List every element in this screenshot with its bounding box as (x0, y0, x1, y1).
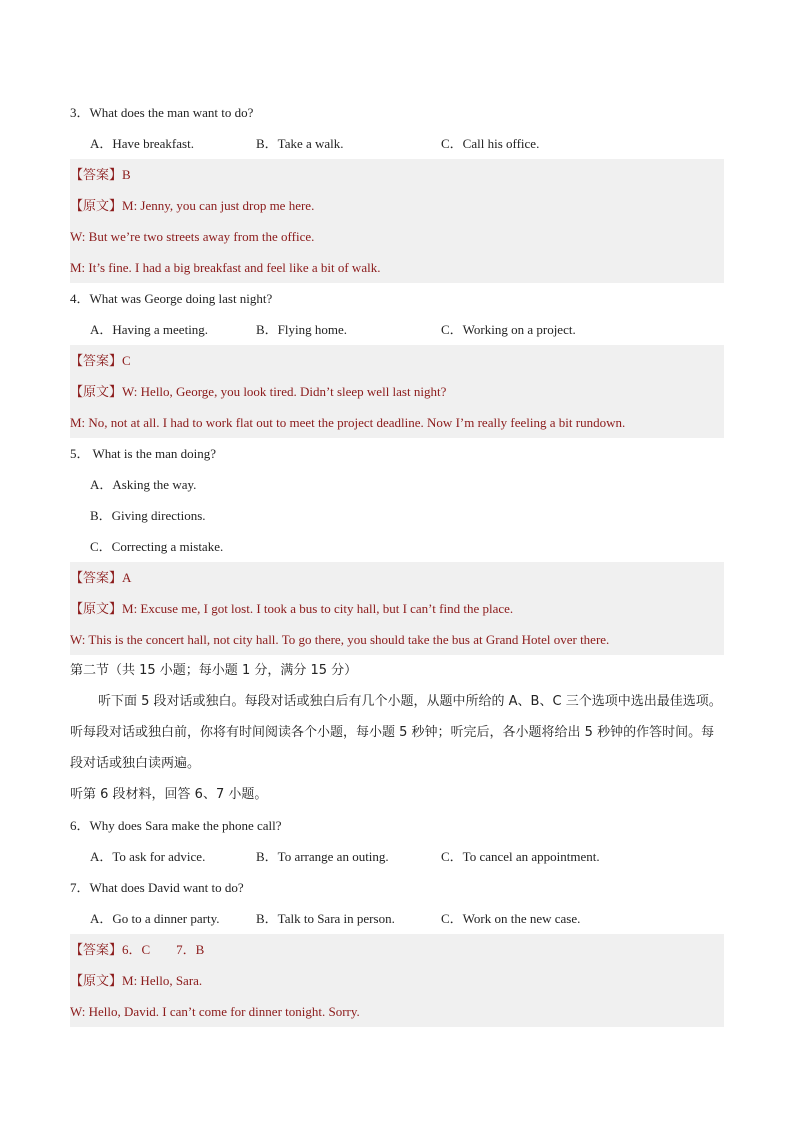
question-7-options (70, 903, 724, 934)
transcript-3-line-3: M: It’s fine. I had a big breakfast and feel like a bit of walk. (70, 252, 724, 283)
transcript-6-7-line-2: W: Hello, David. I can’t come for dinner tonight. Sorry. (70, 996, 724, 1027)
answer-label: 【答案】 (70, 571, 123, 586)
section-instructions: 听下面 5 段对话或独白。每段对话或独白后有几个小题，从题中所给的 A、B、C 三个选项中选出最佳选项。听每段对话或独白前，你将有时间阅读各个小题，每小题 5 秒钟；听完后，各小题将给出 5 秒钟的作答时间。每段对话或独白读两遍。 (70, 694, 722, 771)
question-6-options (70, 841, 724, 872)
question-3: 3．What does the man want to do? (70, 105, 254, 120)
option-b: B．Flying home. (256, 322, 348, 337)
transcript-label: 【原文】 (70, 199, 123, 214)
answer-label: 【答案】 (70, 168, 123, 183)
transcript-3-line-1: 【原文】M: Jenny, you can just drop me here. (70, 190, 724, 221)
transcript-4-line-1: 【原文】W: Hello, George, you look tired. Didn’t sleep well last night? (70, 376, 724, 407)
answer-5 (70, 562, 724, 593)
answer-label: 【答案】 (70, 354, 123, 369)
answer-value: C (122, 353, 131, 368)
answer-value: B (122, 167, 131, 182)
question-3-options (70, 128, 724, 159)
question-6: 6．Why does Sara make the phone call? (70, 818, 282, 833)
answer-6-7 (70, 934, 724, 965)
answer-value: 6．C 7．B (122, 942, 205, 957)
transcript-label: 【原文】 (70, 602, 123, 617)
option-a: A．Having a meeting. (90, 322, 209, 337)
transcript-label: 【原文】 (70, 974, 123, 989)
option-c: C．Call his office. (441, 136, 540, 151)
transcript-4-line-2: M: No, not at all. I had to work flat out to meet the project deadline. Now I’m really feeling a bit rundown. (70, 407, 724, 438)
option-a: A．To ask for advice. (90, 849, 206, 864)
option-c: C．To cancel an appointment. (441, 849, 600, 864)
transcript-5-line-1: 【原文】M: Excuse me, I got lost. I took a bus to city hall, but I can’t find the place. (70, 593, 724, 624)
question-7: 7．What does David want to do? (70, 880, 244, 895)
transcript-5-line-2: W: This is the concert hall, not city hall. To go there, you should take the bus at Grand Hotel over there. (70, 624, 724, 655)
transcript-3-line-2: W: But we’re two streets away from the office. (70, 221, 724, 252)
option-b: B．Talk to Sara in person. (256, 911, 395, 926)
answer-value: A (122, 570, 132, 585)
document-page (70, 97, 724, 1027)
question-4: 4．What was George doing last night? (70, 291, 273, 306)
transcript-6-7-line-1: 【原文】M: Hello, Sara. (70, 965, 724, 996)
answer-3 (70, 159, 724, 190)
section-title: 第二节（共 15 小题；每小题 1 分，满分 15 分） (70, 663, 358, 678)
option-a: A．Asking the way. (90, 477, 197, 492)
answer-label: 【答案】 (70, 943, 123, 958)
option-a: A．Go to a dinner party. (90, 911, 220, 926)
option-c: C．Working on a project. (441, 322, 576, 337)
question-4-options (70, 314, 724, 345)
answer-4 (70, 345, 724, 376)
question-5: 5． What is the man doing? (70, 446, 216, 461)
option-b: B．Take a walk. (256, 136, 344, 151)
option-c: C．Work on the new case. (441, 911, 581, 926)
option-c: C．Correcting a mistake. (90, 539, 224, 554)
material-instruction: 听第 6 段材料，回答 6、7 小题。 (70, 787, 268, 802)
option-b: B．To arrange an outing. (256, 849, 389, 864)
option-b: B．Giving directions. (90, 508, 206, 523)
option-a: A．Have breakfast. (90, 136, 194, 151)
transcript-label: 【原文】 (70, 385, 123, 400)
